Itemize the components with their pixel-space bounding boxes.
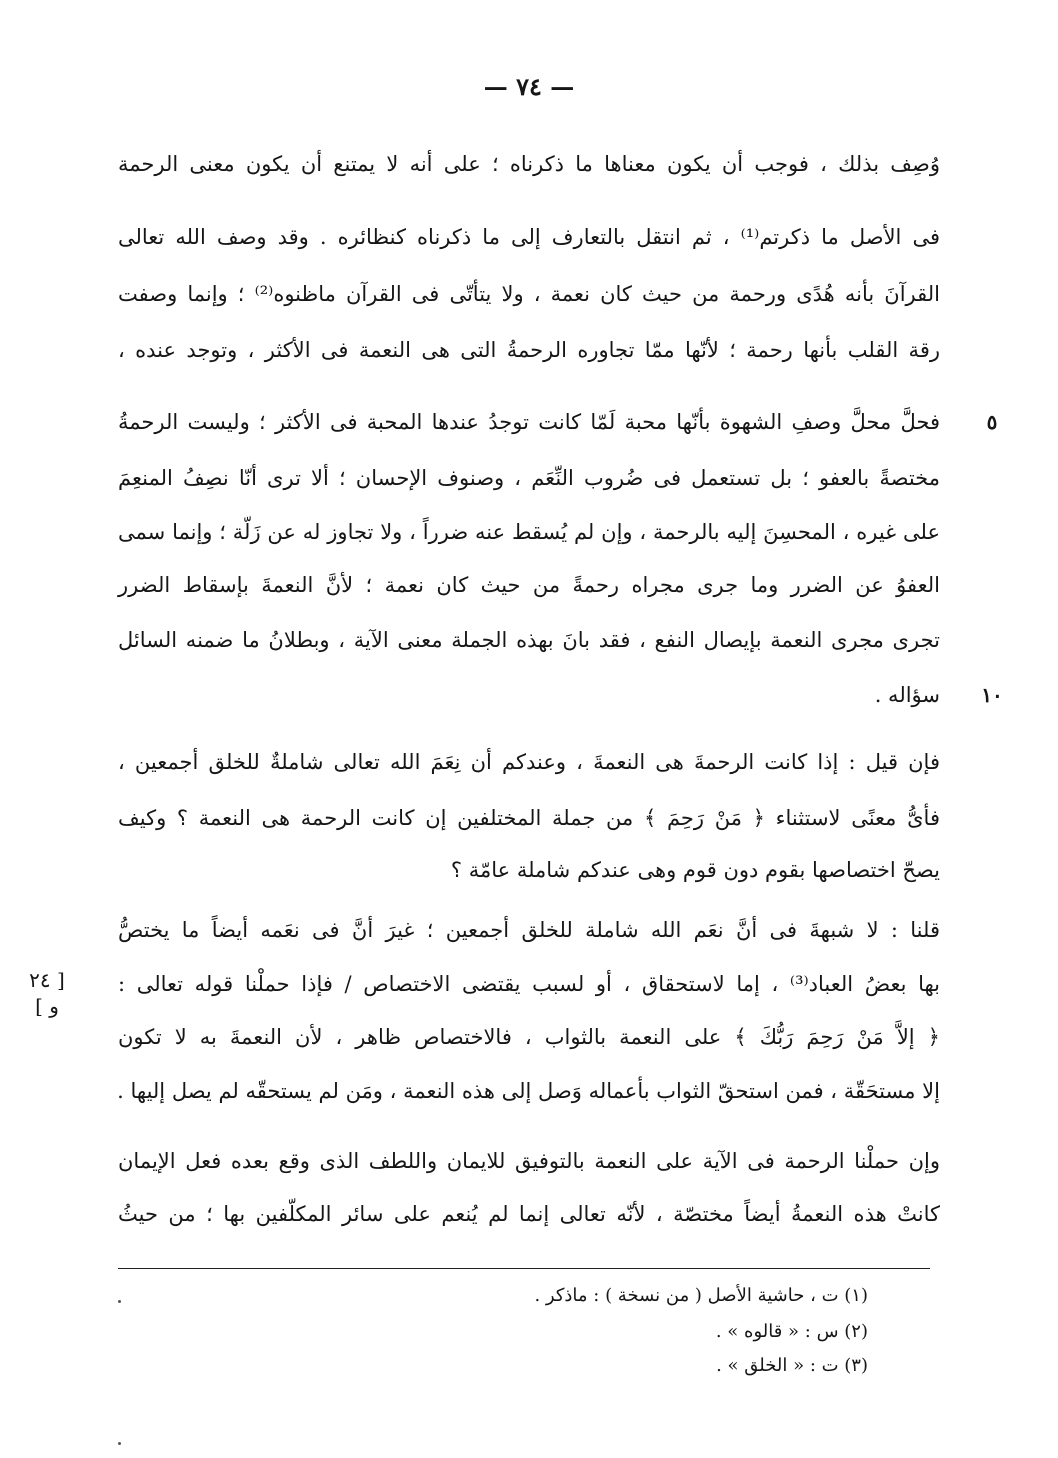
text-line: قلنا : لا شبهةَ فى أنَّ نعَم الله شاملة للخلق أجمعين ؛ غيرَ أنَّ فى نعَمه أيضاً ما يختصُّ [118,918,940,942]
text-line: يصحّ اختصاصها بقوم دون قوم وهى عندكم شاملة عامّة ؟ [450,858,940,882]
scan-speck [118,1442,121,1445]
footnote-separator [118,1268,930,1269]
text-line: على غيره ، المحسِنَ إليه بالرحمة ، وإن لم يُسقط عنه ضرراً ، ولا تجاوز له عن زَلّة ؛ وإنما سمى [118,520,940,544]
footnote-3: (٣) ت : « الخلق » . [716,1355,868,1376]
footnote-2: (٢) س : « قالوه » . [715,1321,868,1342]
line-number-5: ٥ [986,410,998,434]
scan-speck [118,1300,121,1303]
text-line: فإن قيل : إذا كانت الرحمةَ هى النعمةَ ، وعندكم أن نِعَمَ الله تعالى شاملةٌ للخلق أجمعين ، [118,750,940,774]
text-line: العفوُ عن الضرر وما جرى مجراه رحمةً من حيث كان نعمة ؛ لأنَّ النعمةَ بإسقاط الضرر [118,573,940,597]
text-line: فى الأصل ما ذكرتم⁽¹⁾ ، ثم انتقل بالتعارف إلى ما ذكرناه كنظائره . وقد وصف الله تعالى [118,225,940,249]
text-line: فأىُّ معنًى لاستثناء ﴿ مَنْ رَحِمَ ﴾ من جملة المختلفين إن كانت الرحمة هى النعمة ؟ وكيف [118,806,940,830]
text-line: وإن حملْنا الرحمة فى الآية على النعمة بالتوفيق للايمان واللطف الذى وقع بعده فعل الإيمان [118,1149,940,1173]
text-line: ﴿ إلاَّ مَنْ رَحِمَ رَبُّكَ ﴾ على النعمة بالثواب ، فالاختصاص ظاهر ، لأن النعمةَ به لا تكون [118,1025,940,1049]
footnote-1: (١) ت ، حاشية الأصل ( من نسخة ) : ماذكر . [534,1285,868,1306]
page-number: — ٧٤ — [483,72,575,101]
line-number-10: ١٠ [981,683,1003,707]
text-line: إلا مستحَقّة ، فمن استحقّ الثواب بأعماله وَصل إلى هذه النعمة ، ومَن لم يستحقّه لم يصل إليها . [117,1079,940,1103]
text-line: فحلَّ محلَّ وصفِ الشهوة بأنّها محبة لَمّا كانت توجدُ عندها المحبة فى الأكثر ؛ وليست الرحمةُ [118,410,940,434]
text-line: بها بعضُ العباد⁽³⁾ ، إما لاستحقاق ، أو لسبب يقتضى الاختصاص / فإذا حملْنا قوله تعالى : [118,972,940,996]
text-line: وُصِف بذلك ، فوجب أن يكون معناها ما ذكرناه ؛ على أنه لا يمتنع أن يكون معنى الرحمة [118,152,940,176]
manuscript-folio-marker: [ ٢٤ و ] [29,968,65,1018]
text-line: مختصةً بالعفو ؛ بل تستعمل فى ضُروب النِّعَم ، وصنوف الإحسان ؛ ألا ترى أنّا نصِفُ المنعِمَ [118,466,940,490]
text-line: تجرى مجرى النعمة بإيصال النفع ، فقد بانَ بهذه الجملة معنى الآية ، وبطلانُ ما ضمنه السائل [118,628,940,652]
text-line: القرآنَ بأنه هُدًى ورحمة من حيث كان نعمة ، ولا يتأتّى فى القرآن ماظنوه⁽²⁾ ؛ وإنما وصفت [118,282,940,306]
text-line: كانتْ هذه النعمةُ أيضاً مختصّة ، لأنّه تعالى إنما لم يُنعم على سائر المكلّفين بها ؛ من حيثُ [118,1202,940,1226]
text-line: سؤاله . [874,683,940,707]
text-line: رقة القلب بأنها رحمة ؛ لأنّها ممّا تجاوره الرحمةُ التى هى النعمة فى الأكثر ، وتوجد عنده ، [118,338,940,362]
